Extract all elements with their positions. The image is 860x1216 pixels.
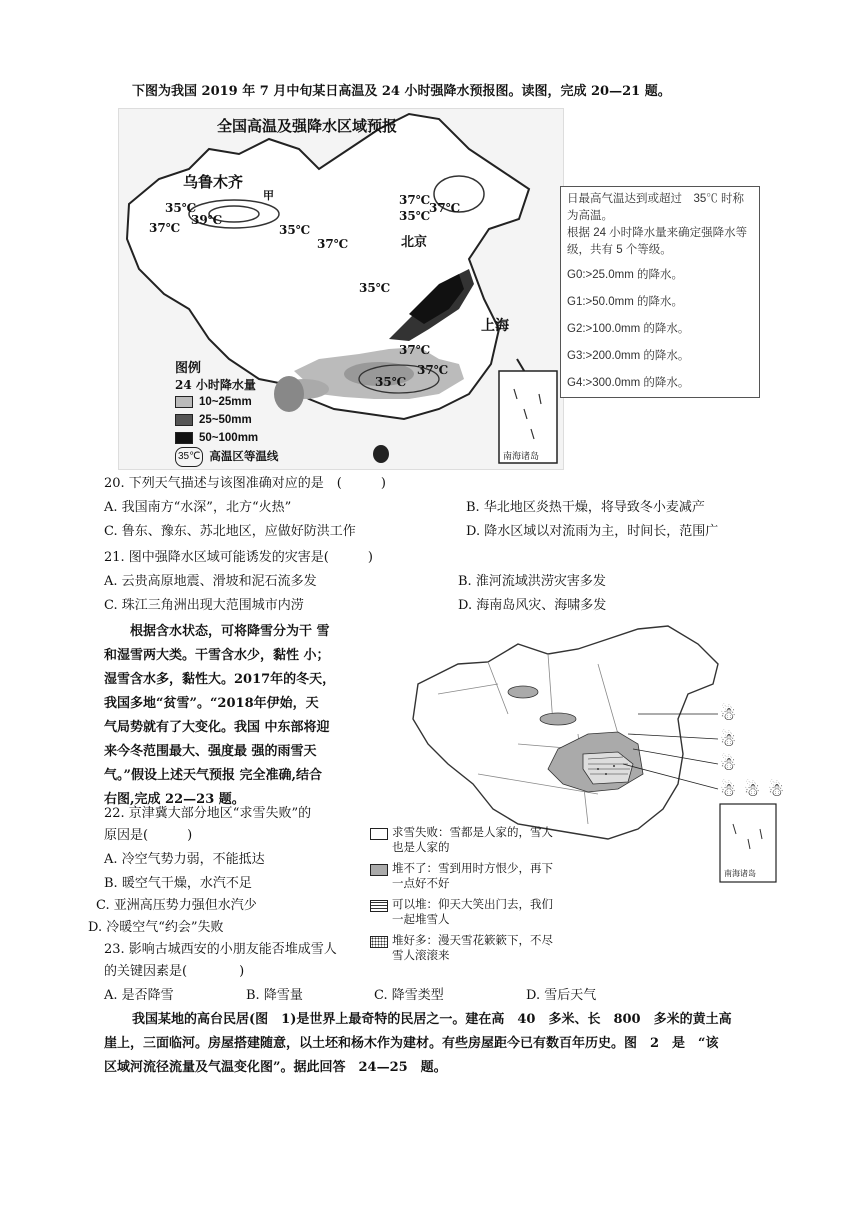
note-line: 根据 24 小时降水量来确定强降水等级，共有 5 个等级。 (567, 227, 748, 256)
question-stem: 21. 图中强降水区域可能诱发的灾害是( ) (104, 550, 373, 565)
note-level: G0:>25.0mm 的降水。 (567, 269, 683, 281)
question-stem: 的关键因素是( ) (104, 964, 245, 979)
passage-line: 根据含水状态，可将降雪分为干 雪 (130, 624, 330, 639)
legend-swatch (175, 432, 193, 444)
isotherm-label: 37℃ (417, 363, 449, 377)
option-b: B. 暖空气干燥，水汽不足 (104, 876, 252, 891)
isotherm-label: 35℃ (375, 375, 407, 389)
snowman-icon: ☃ (720, 780, 737, 801)
legend-item: 25~50mm (199, 414, 252, 426)
snow-map-legend (370, 826, 560, 964)
option-c: C. 鲁东、豫东、苏北地区，应做好防洪工作 (104, 524, 356, 539)
note-line: 日最高气温达到或超过 35℃ 时称为高温。 (567, 193, 744, 222)
option-b: B. 华北地区炎热干燥，将导致冬小麦减产 (466, 500, 705, 515)
isotherm-label: 37℃ (317, 237, 349, 251)
option-c: C. 亚洲高压势力强但水汽少 (96, 898, 257, 913)
inset-label: 南海诸岛 (503, 452, 540, 462)
label-shanghai: 上海 (481, 318, 509, 334)
isotherm-label: 37℃ (399, 193, 431, 207)
isotherm-label: 35℃ (279, 223, 311, 237)
weather-forecast-map (118, 108, 564, 470)
legend-swatch (175, 414, 193, 426)
option-d: D. 降水区域以对流雨为主，时间长，范围广 (466, 524, 719, 539)
question-stem: 23. 影响古城西安的小朋友能否堆成雪人 (104, 942, 337, 957)
passage-line: 气。”假设上述天气预报 完全准确,结合 (104, 768, 323, 783)
snowman-icon: ☃ (720, 704, 737, 725)
inset-label: 南海诸岛 (724, 869, 756, 878)
option-c: C. 降雪类型 (374, 988, 444, 1003)
legend-swatch (175, 396, 193, 408)
legend-item: 50~100mm (199, 432, 259, 444)
question-stem: 20. 下列天气描述与该图准确对应的是 ( ) (104, 476, 386, 491)
note-level: G1:>50.0mm 的降水。 (567, 296, 683, 308)
question-stem: 22. 京津冀大部分地区“求雪失败”的 (104, 806, 312, 821)
legend-item: 求雪失败：雪都是人家的，雪人也是人家的 (392, 827, 553, 854)
map1-title: 全国高温及强降水区域预报 (217, 117, 398, 135)
isotherm-label: 37℃ (399, 343, 431, 357)
passage-line: 区域河流径流量及气温变化图”。据此回答 24—25 题。 (104, 1060, 447, 1075)
option-d: D. 冷暖空气“约会”失败 (88, 920, 224, 935)
snowman-icon: ☃ (768, 780, 785, 801)
option-a: A. 是否降雪 (104, 988, 174, 1003)
passage-line: 我国某地的高台民居(图 1)是世界上最奇特的民居之一。建在高 40 多米、长 800 多米的黄土高 (132, 1012, 732, 1027)
isotherm-label: 37℃ (429, 201, 461, 215)
isotherm-label: 37℃ (149, 221, 181, 235)
legend-swatch (370, 900, 388, 912)
legend-item: 可以堆：仰天大笑出门去，我们一起堆雪人 (392, 899, 553, 926)
note-level: G4:>300.0mm 的降水。 (567, 377, 690, 389)
option-a: A. 云贵高原地震、滑坡和泥石流多发 (104, 574, 317, 589)
note-level: G2:>100.0mm 的降水。 (567, 323, 690, 335)
passage-line: 气局势就有了大变化。我国 中东部将迎 (104, 720, 330, 735)
passage-line: 崖上，三面临河。房屋搭建随意，以土坯和杨木作为建材。有些房屋距今已有数百年历史。图 2 是 “该 (104, 1036, 719, 1051)
option-a: A. 我国南方“水深”，北方“火热” (104, 500, 292, 515)
map1-legend (175, 357, 278, 467)
legend-isotherm: 35℃ (175, 447, 203, 467)
option-d: D. 海南岛风灾、海啸多发 (458, 598, 607, 613)
option-a: A. 冷空气势力弱，不能抵达 (104, 852, 265, 867)
passage-line: 右图,完成 22—23 题。 (104, 792, 245, 807)
isotherm-label: 39℃ (191, 213, 223, 227)
snowman-icon: ☃ (744, 780, 761, 801)
label-beijing: 北京 (401, 235, 428, 250)
intro-text: 下图为我国 2019 年 7 月中旬某日高温及 24 小时强降水预报图。读图，完成 20—21 题。 (132, 84, 671, 99)
passage-line: 我国多地“贫雪”。“2018年伊始，天 (104, 696, 319, 711)
legend-swatch (370, 828, 388, 840)
option-b: B. 降雪量 (246, 988, 303, 1003)
isotherm-label: 35℃ (359, 281, 391, 295)
option-c: C. 珠江三角洲出现大范围城市内涝 (104, 598, 304, 613)
passage-line: 湿雪含水多，黏性大。2017年的冬天， (104, 672, 336, 687)
passage-line: 来今冬范围最大、强度最 强的雨雪天 (104, 744, 317, 759)
legend-item: 堆不了：雪到用时方恨少，再下一点好不好 (392, 863, 553, 890)
isotherm-label: 35℃ (165, 201, 197, 215)
passage-line: 和湿雪两大类。干雪含水少，黏性 小； (104, 648, 330, 663)
snowman-icon: ☃ (720, 730, 737, 751)
option-b: B. 淮河流域洪涝灾害多发 (458, 574, 606, 589)
label-urumqi: 乌鲁木齐 (183, 173, 244, 191)
legend-subtitle: 24 小时降水量 (175, 378, 256, 392)
legend-title: 图例 (175, 361, 202, 376)
label-jia: 甲 (263, 189, 274, 202)
legend-item: 10~25mm (199, 396, 252, 408)
precipitation-note-box (560, 186, 760, 398)
note-level: G3:>200.0mm 的降水。 (567, 350, 690, 362)
snowman-icon: ☃ (720, 754, 737, 775)
legend-swatch (370, 936, 388, 948)
option-d: D. 雪后天气 (526, 988, 597, 1003)
isotherm-label: 35℃ (399, 209, 431, 223)
legend-item: 堆好多：漫天雪花簌簌下，不尽雪人滚滚来 (392, 935, 553, 962)
legend-swatch (370, 864, 388, 876)
question-stem: 原因是( ) (104, 828, 193, 843)
legend-item: 高温区等温线 (209, 451, 279, 463)
